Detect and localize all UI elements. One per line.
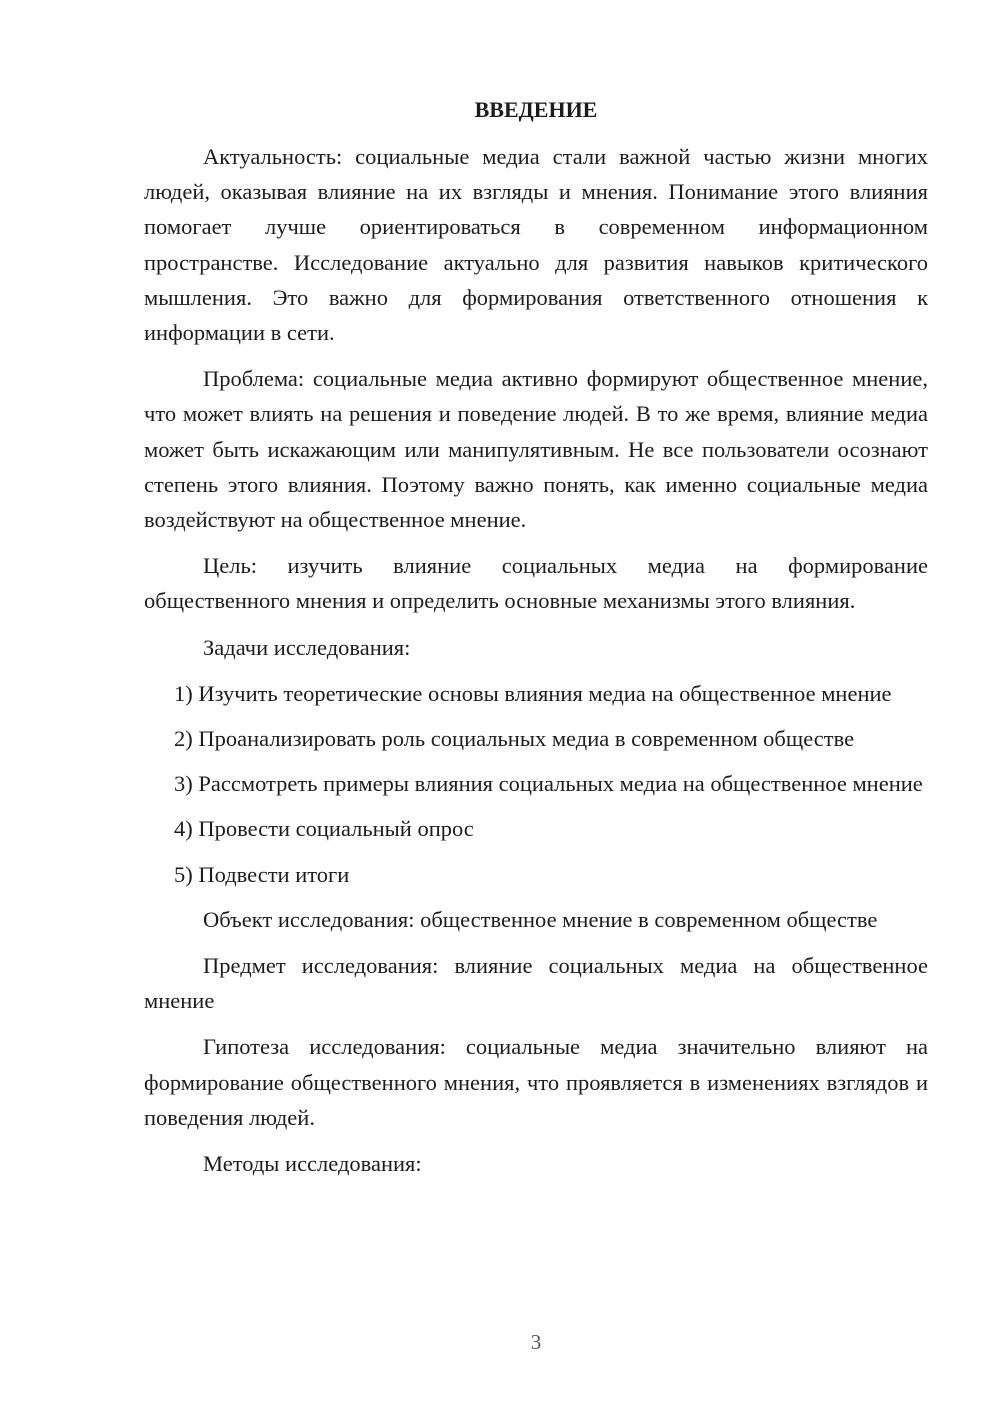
page-content xyxy=(144,92,928,1192)
methods-heading: Методы исследования: xyxy=(203,1151,422,1177)
hypothesis-paragraph: Гипотеза исследования: социальные медиа значительно влияют на формирование общественного мнения, что проявляется в изменениях взглядов и поведения людей. xyxy=(144,1034,928,1130)
task-item: 2) Проанализировать роль социальных медиа в современном обществе xyxy=(174,726,855,752)
problem-paragraph: Проблема: социальные медиа активно формируют общественное мнение, что может влиять на решения и поведение людей. В то же время, влияние медиа может быть искажающим или манипулятивным. Не все пользователи осознают степень этого влияния. Поэтому важно понять, как именно социальные медиа воздействуют на общественное мнение. xyxy=(144,366,928,533)
task-item: 1) Изучить теоретические основы влияния медиа на общественное мнение xyxy=(174,680,892,706)
task-item: 3) Рассмотреть примеры влияния социальных медиа на общественное мнение xyxy=(174,771,923,797)
page-number: 3 xyxy=(530,1330,542,1354)
object-paragraph: Объект исследования: общественное мнение в современном обществе xyxy=(203,906,878,932)
relevance-paragraph: Актуальность: социальные медиа стали важной частью жизни многих людей, оказывая влияние на их взгляды и мнения. Понимание этого влияния помогает лучше ориентироваться в современном информационном пространстве. Исследование актуально для развития навыков критического мышления. Это важно для формирования ответственного отношения к информации в сети. xyxy=(144,144,928,346)
task-item: 4) Провести социальный опрос xyxy=(174,816,474,842)
subject-paragraph: Предмет исследования: влияние социальных медиа на общественное мнение xyxy=(144,953,928,1014)
tasks-heading: Задачи исследования: xyxy=(203,634,411,660)
page-title: ВВЕДЕНИЕ xyxy=(474,97,598,122)
task-item: 5) Подвести итоги xyxy=(174,861,350,887)
goal-paragraph: Цель: изучить влияние социальных медиа на формирование общественного мнения и определить основные механизмы этого влияния. xyxy=(144,553,928,614)
